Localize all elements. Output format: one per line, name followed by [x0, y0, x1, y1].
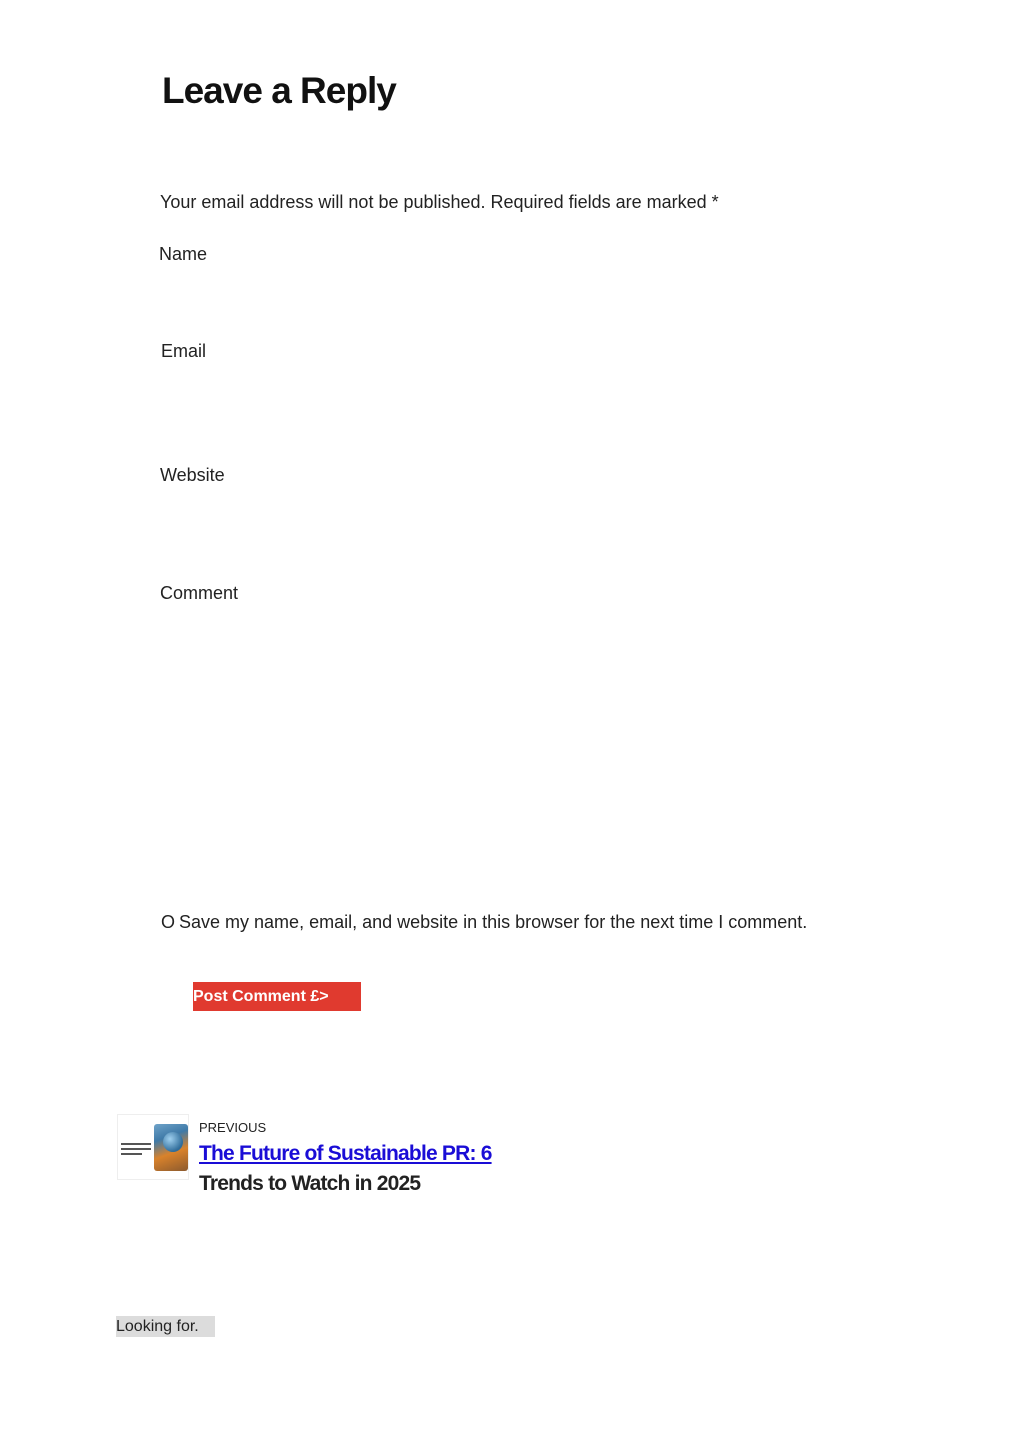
save-info-checkbox[interactable]: O	[161, 912, 176, 932]
privacy-notice: Your email address will not be published. Required fields are marked *	[160, 192, 719, 212]
comment-textarea[interactable]	[160, 614, 860, 884]
post-comment-label: Post Comment £>	[193, 987, 329, 1005]
thumbnail-globe-image	[154, 1124, 188, 1171]
search-input[interactable]	[116, 1316, 215, 1337]
comment-form-heading: Leave a Reply	[162, 70, 396, 111]
previous-post-title-rest: Trends to Watch in 2025	[199, 1172, 421, 1195]
comment-label: Comment	[160, 583, 239, 603]
previous-post-link[interactable]: The Future of Sustainable PR: 6	[199, 1142, 492, 1165]
email-input[interactable]	[161, 372, 821, 406]
save-info-checkbox-row[interactable]	[161, 912, 807, 933]
name-input[interactable]	[159, 272, 819, 306]
previous-post-thumbnail[interactable]	[117, 1114, 189, 1180]
save-info-label: Save my name, email, and website in this browser for the next time I comment.	[179, 912, 808, 932]
email-label: Email	[161, 341, 207, 361]
website-input[interactable]	[160, 496, 820, 530]
name-label: Name	[159, 244, 208, 264]
website-label: Website	[160, 465, 225, 485]
post-comment-button[interactable]	[193, 982, 361, 1011]
thumbnail-text-lines	[121, 1143, 151, 1158]
previous-post-kicker: PREVIOUS	[199, 1120, 267, 1135]
